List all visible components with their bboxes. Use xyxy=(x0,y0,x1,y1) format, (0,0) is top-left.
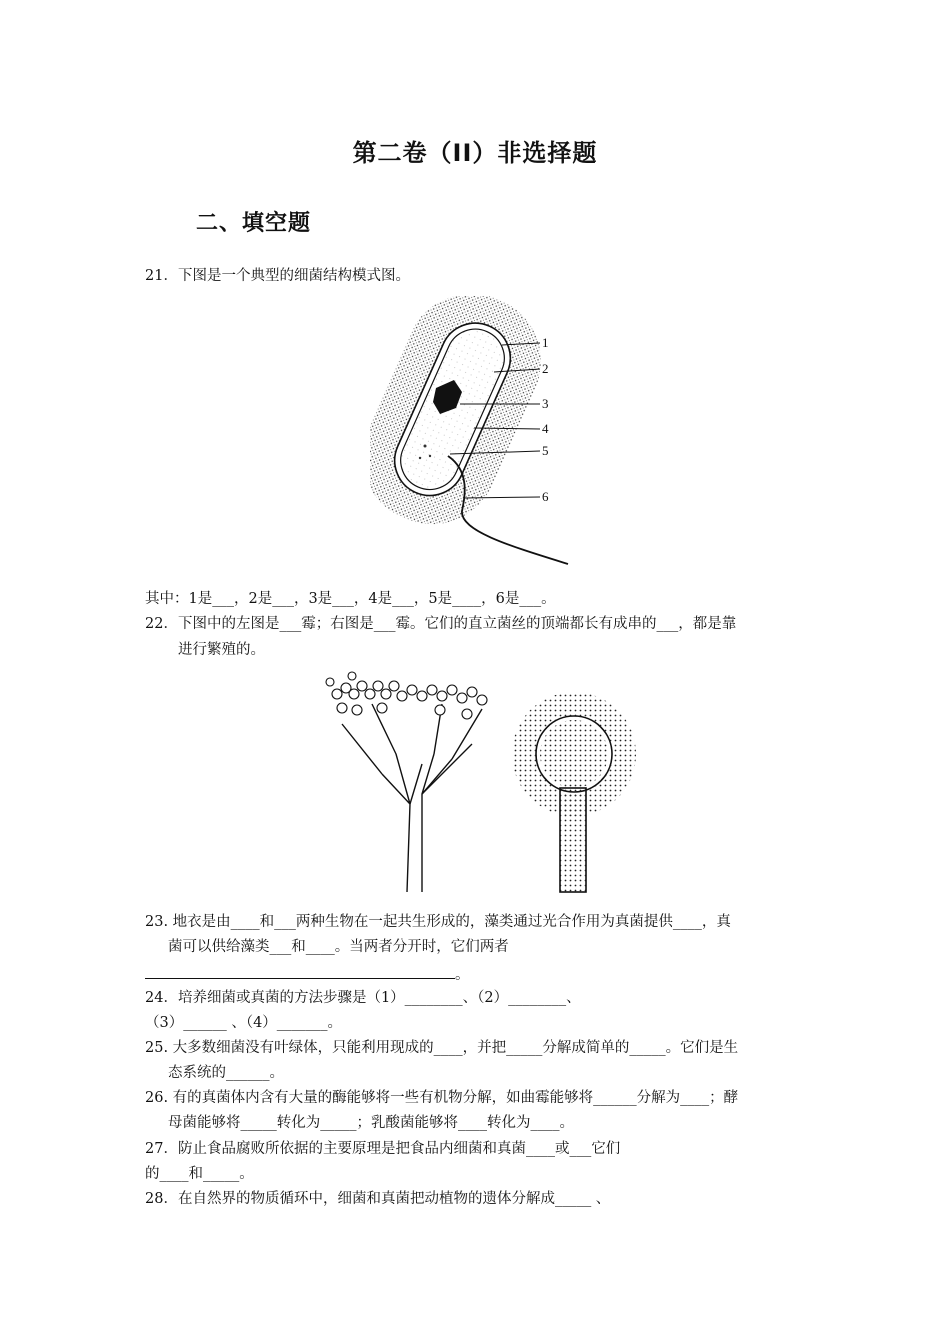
diagram-label-2: 2 xyxy=(542,361,549,376)
page-title: 第二卷（II）非选择题 xyxy=(352,139,598,167)
question-21-prompt: 21．下图是一个典型的细菌结构模式图。 xyxy=(145,268,410,284)
diagram-label-1: 1 xyxy=(542,335,549,350)
question-24-line-2: （3）______ 、（4）_______。 xyxy=(145,1015,343,1031)
question-27-line-1: 27．防止食品腐败所依据的主要原理是把食品内细菌和真菌____或___它们 xyxy=(145,1141,621,1157)
penicillium-drawing xyxy=(322,664,497,894)
diagram-label-4: 4 xyxy=(542,421,549,436)
question-26-line-2: 母菌能够将_____转化为_____；乳酸菌能够将____转化为____。 xyxy=(168,1115,574,1131)
diagram-label-5: 5 xyxy=(542,443,549,458)
question-25-line-1: 25. 大多数细菌没有叶绿体，只能利用现成的____，并把_____分解成简单的_____。它们是生 xyxy=(145,1040,739,1056)
answer-blank[interactable] xyxy=(145,962,455,979)
question-23-line-3: 。 xyxy=(145,962,470,985)
question-25-line-2: 态系统的______。 xyxy=(168,1065,284,1081)
question-23-line-2: 菌可以供给藻类___和____。当两者分开时，它们两者 xyxy=(168,939,509,955)
section-heading: 二、填空题 xyxy=(196,211,312,236)
question-28-line-1: 28．在自然界的物质循环中，细菌和真菌把动植物的遗体分解成_____ 、 xyxy=(145,1191,611,1207)
bacteria-structure-diagram xyxy=(370,296,580,566)
aspergillus-drawing xyxy=(504,684,644,894)
diagram-label-3: 3 xyxy=(542,396,549,411)
question-21-answers: 其中：1是___，2是___，3是___，4是___，5是____，6是___。 xyxy=(145,591,556,607)
diagram-label-6: 6 xyxy=(542,489,549,504)
question-24-line-1: 24．培养细菌或真菌的方法步骤是（1）________、（2）________、 xyxy=(145,990,581,1006)
question-27-line-2: 的____和_____。 xyxy=(145,1166,254,1182)
question-22-line-1: 22．下图中的左图是___霉；右图是___霉。它们的直立菌丝的顶端都长有成串的___，都是靠 xyxy=(145,616,737,632)
question-26-line-1: 26. 有的真菌体内含有大量的酶能够将一些有机物分解，如曲霉能够将______分解为____；酵 xyxy=(145,1090,739,1106)
question-22-line-2: 进行繁殖的。 xyxy=(178,642,265,658)
question-23-line-1: 23. 地衣是由____和___两种生物在一起共生形成的，藻类通过光合作用为真菌提供____，真 xyxy=(145,914,731,930)
